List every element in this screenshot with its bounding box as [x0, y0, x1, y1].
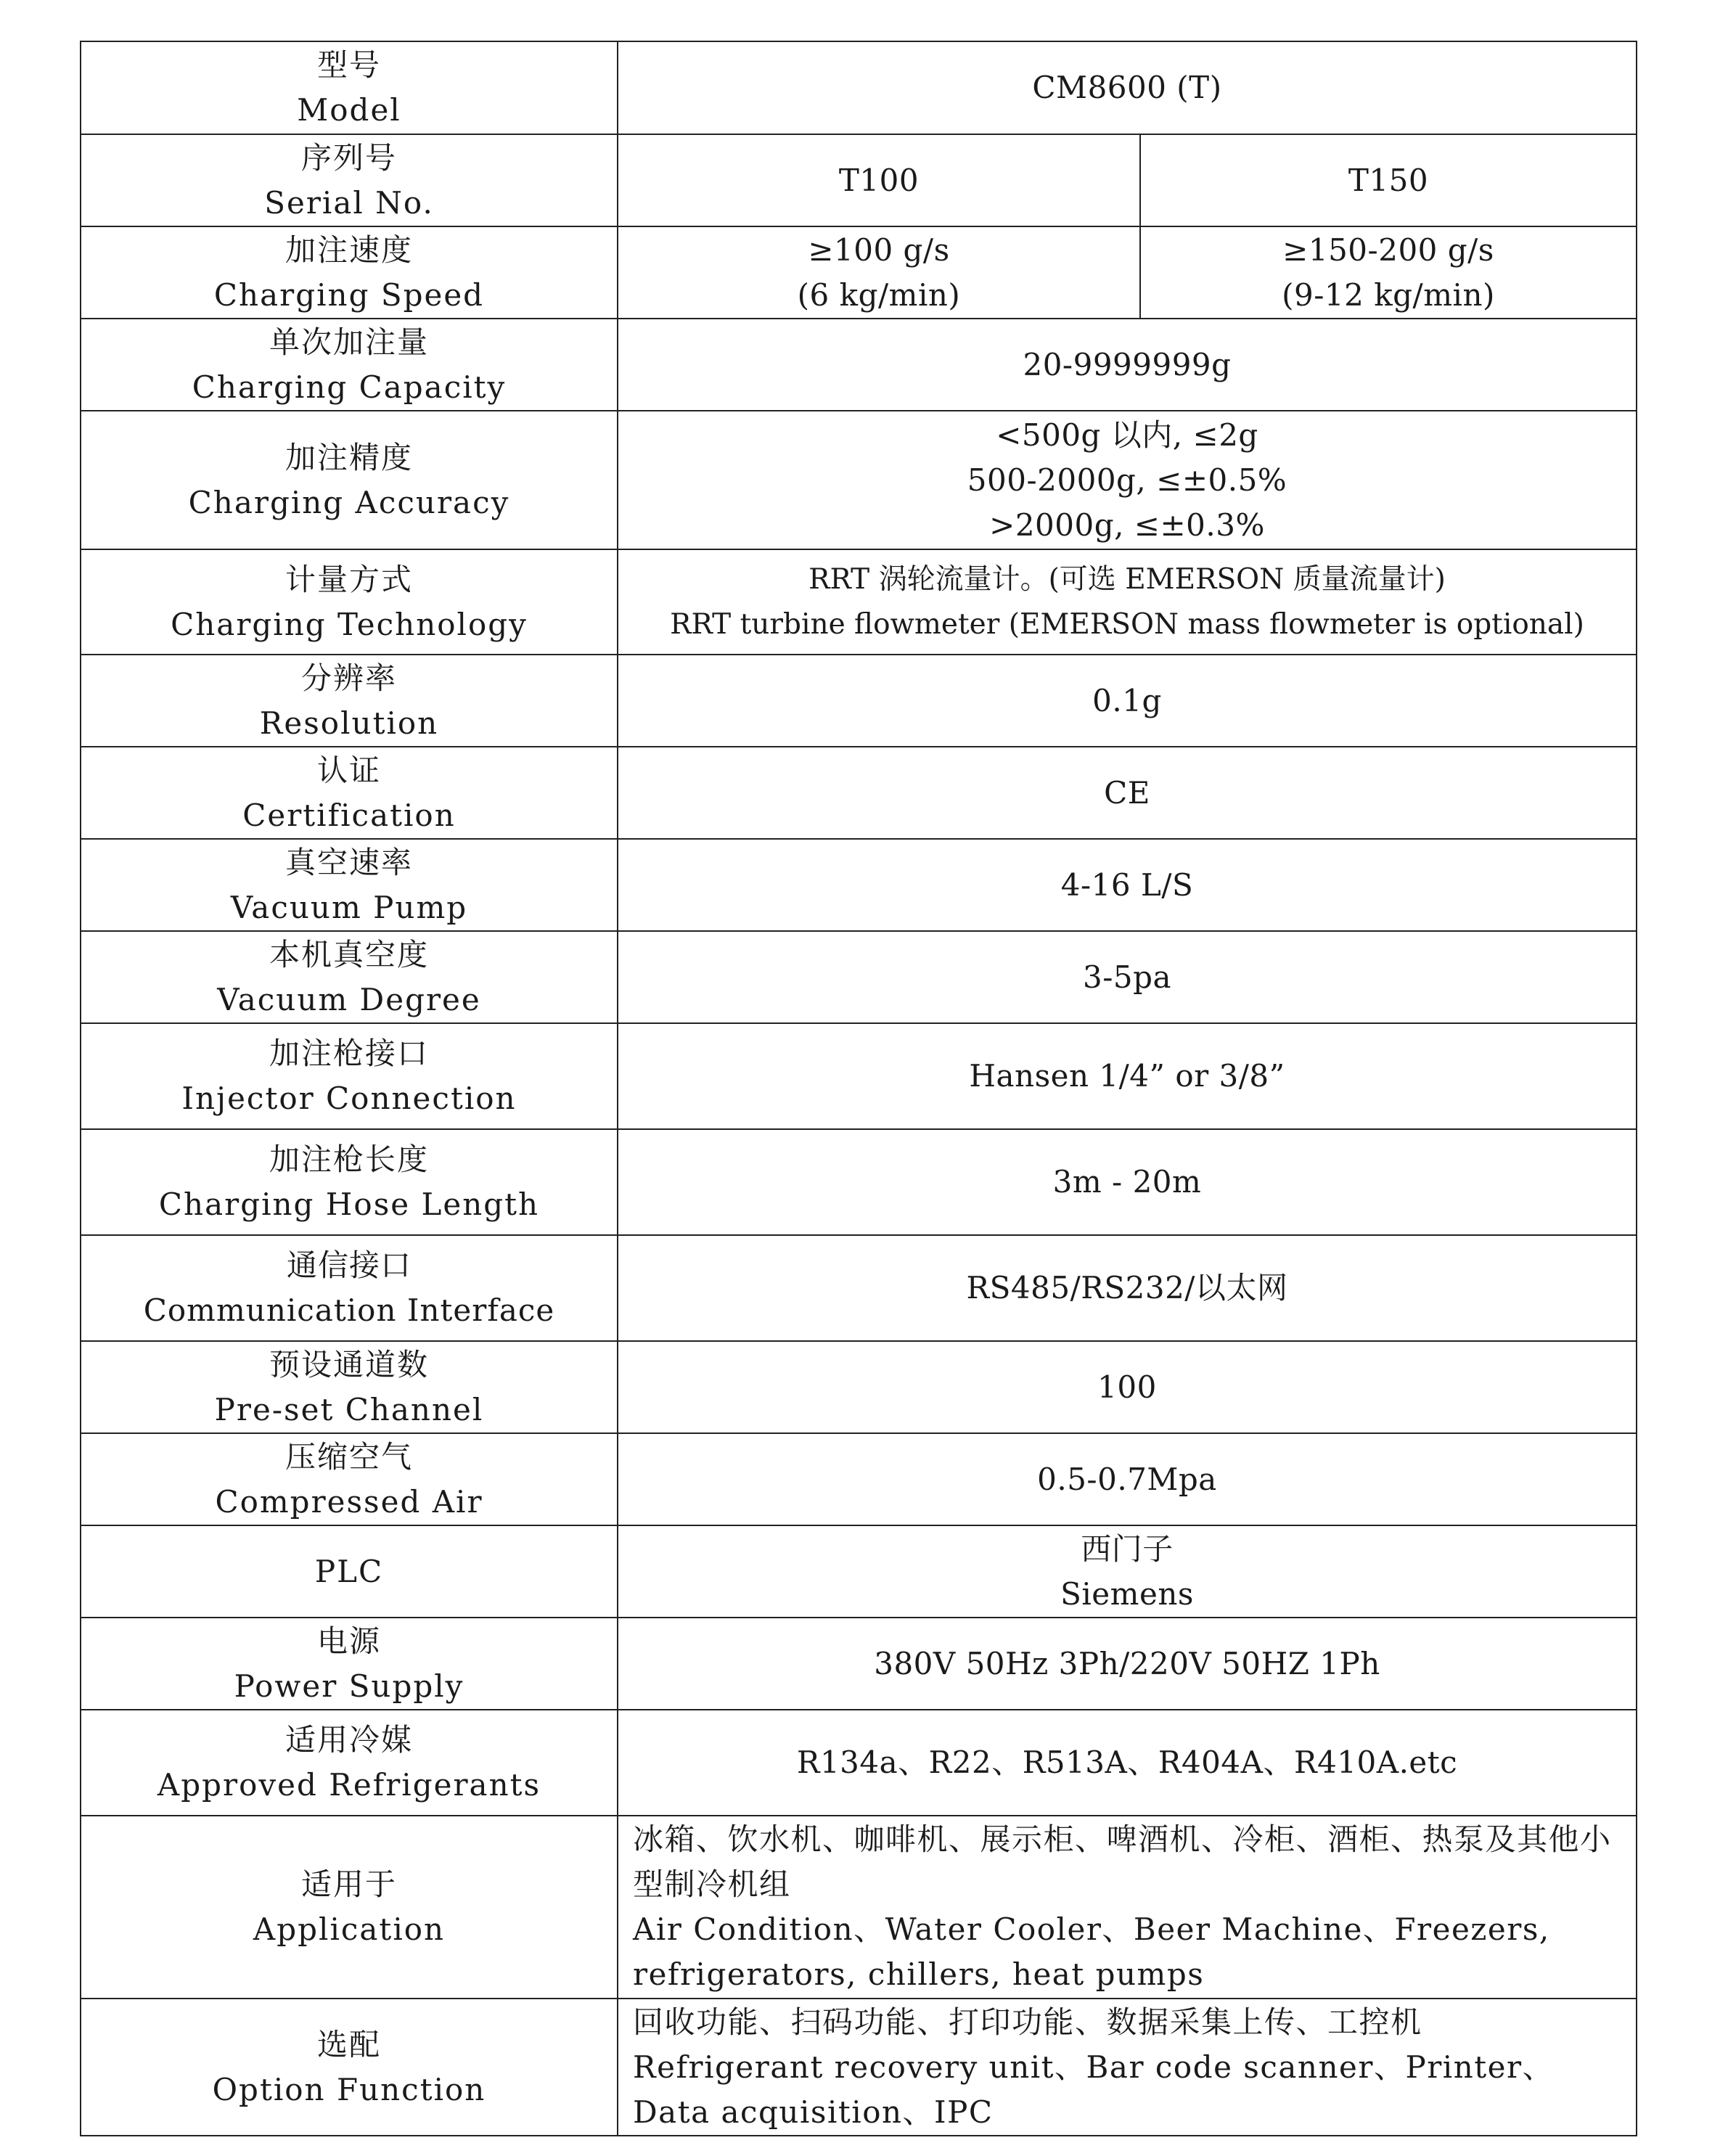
- speed-t100-line: (6 kg/min): [797, 276, 961, 313]
- technology-zh: RRT 涡轮流量计。(可选 EMERSON 质量流量计): [808, 562, 1446, 596]
- row-value: [618, 747, 1637, 839]
- row-label: [81, 931, 618, 1023]
- row-label: [81, 41, 618, 134]
- plc-en: Siemens: [1060, 1575, 1194, 1612]
- label-zh: 本机真空度: [269, 936, 429, 972]
- plc-zh: 西门子: [1081, 1530, 1174, 1567]
- label-zh: 分辨率: [300, 660, 397, 696]
- table-row: [81, 1710, 1637, 1816]
- accuracy-line: 500-2000g, ≤±0.5%: [967, 462, 1287, 498]
- label-en: Certification: [242, 797, 456, 833]
- model-value: CM8600 (T): [1032, 70, 1222, 105]
- table-row: [81, 1618, 1637, 1710]
- row-label: [81, 1710, 618, 1816]
- label-zh: 选配: [316, 2026, 381, 2062]
- table-row: [81, 1816, 1637, 1999]
- label-zh: 电源: [316, 1623, 381, 1659]
- row-label: [81, 1235, 618, 1341]
- table-row: [81, 1433, 1637, 1525]
- label-zh: 认证: [316, 752, 381, 788]
- table-row: [81, 1235, 1637, 1341]
- label-zh: 通信接口: [286, 1247, 411, 1283]
- row-value: [618, 411, 1637, 549]
- table-row: [81, 134, 1637, 226]
- table-row: [81, 1999, 1637, 2136]
- serial-t100-cell: [618, 134, 1140, 226]
- air-value: 0.5-0.7Mpa: [1037, 1461, 1217, 1497]
- row-label: [81, 1433, 618, 1525]
- label-en: Charging Accuracy: [188, 484, 510, 520]
- row-label: [81, 747, 618, 839]
- table-row: [81, 747, 1637, 839]
- row-value: [618, 1999, 1637, 2136]
- row-label: [81, 1023, 618, 1129]
- speed-t150-line: ≥150-200 g/s: [1282, 231, 1494, 268]
- table-row: [81, 319, 1637, 411]
- row-label: [81, 1816, 618, 1999]
- row-value: [618, 1235, 1637, 1341]
- label-en: Resolution: [259, 705, 439, 741]
- label-zh: 单次加注量: [269, 324, 429, 360]
- spec-table: [80, 41, 1637, 2136]
- refrigerants-value: R134a、R22、R513A、R404A、R410A.etc: [796, 1745, 1458, 1780]
- injector-value: Hansen 1/4” or 3/8”: [969, 1058, 1285, 1094]
- option-en: Refrigerant recovery unit、Bar code scanner、Printer、Data acquisition、IPC: [633, 2049, 1555, 2130]
- row-label: [81, 411, 618, 549]
- row-label: [81, 134, 618, 226]
- row-value: [618, 1023, 1637, 1129]
- accuracy-line: <500g 以内, ≤2g: [996, 417, 1258, 453]
- label-en: Option Function: [212, 2071, 486, 2107]
- label-en: Model: [297, 92, 401, 128]
- label-zh: 序列号: [300, 139, 397, 176]
- accuracy-line: >2000g, ≤±0.3%: [989, 507, 1265, 543]
- row-label: [81, 319, 618, 411]
- row-value: [618, 41, 1637, 134]
- row-label: [81, 1129, 618, 1235]
- speed-t150-cell: [1140, 226, 1637, 319]
- label-zh: 加注枪接口: [269, 1036, 429, 1071]
- label-en: Charging Technology: [171, 606, 528, 642]
- label-en: Power Supply: [234, 1668, 464, 1704]
- row-label: [81, 655, 618, 747]
- row-value: [618, 839, 1637, 931]
- label-zh: 计量方式: [284, 561, 413, 597]
- row-value: [618, 1525, 1637, 1618]
- application-zh: 冰箱、饮水机、咖啡机、展示柜、啤酒机、冷柜、酒柜、热泵及其他小型制冷机组: [633, 1821, 1612, 1902]
- application-en: Air Condition、Water Cooler、Beer Machine、Freezers, refrigerators, chillers, heat pumps: [633, 1911, 1550, 1992]
- table-row: [81, 1129, 1637, 1235]
- table-row: [81, 1023, 1637, 1129]
- label-en: Charging Capacity: [192, 369, 507, 405]
- label-en: Compressed Air: [215, 1483, 483, 1520]
- table-row: [81, 931, 1637, 1023]
- table-row: [81, 839, 1637, 931]
- resolution-value: 0.1g: [1092, 682, 1162, 718]
- label-plc: PLC: [314, 1553, 384, 1589]
- speed-t100-line: ≥100 g/s: [808, 231, 950, 268]
- label-en: Pre-set Channel: [214, 1391, 484, 1427]
- vacuum-degree-value: 3-5pa: [1082, 959, 1172, 995]
- serial-t150-cell: [1140, 134, 1637, 226]
- label-zh: 预设通道数: [269, 1346, 429, 1382]
- label-zh: 加注精度: [284, 439, 413, 475]
- serial-t100: T100: [838, 162, 920, 198]
- channel-value: 100: [1097, 1369, 1157, 1405]
- label-en: Approved Refrigerants: [157, 1767, 541, 1803]
- label-zh: 真空速率: [284, 844, 413, 880]
- speed-t150-line: (9-12 kg/min): [1282, 276, 1495, 313]
- technology-en: RRT turbine flowmeter (EMERSON mass flowmeter is optional): [670, 607, 1584, 641]
- row-label: [81, 226, 618, 319]
- row-value: [618, 1129, 1637, 1235]
- row-label: [81, 1341, 618, 1433]
- row-value: [618, 1341, 1637, 1433]
- table-row: [81, 41, 1637, 134]
- row-value: [618, 655, 1637, 747]
- label-en: Vacuum Pump: [230, 889, 468, 925]
- row-value: [618, 549, 1637, 655]
- label-en: Charging Hose Length: [158, 1186, 540, 1222]
- label-en: Serial No.: [264, 184, 434, 221]
- hose-length-value: 3m - 20m: [1052, 1164, 1202, 1200]
- table-row: [81, 655, 1637, 747]
- row-label: [81, 1618, 618, 1710]
- row-label: [81, 1525, 618, 1618]
- label-zh: 压缩空气: [284, 1438, 413, 1475]
- label-en: Application: [253, 1911, 446, 1947]
- vacuum-pump-value: 4-16 L/S: [1060, 866, 1194, 903]
- serial-t150: T150: [1348, 162, 1429, 198]
- certification-value: CE: [1104, 774, 1150, 811]
- label-zh: 加注枪长度: [269, 1141, 429, 1177]
- table-row: [81, 226, 1637, 319]
- row-value: [618, 1433, 1637, 1525]
- row-value: [618, 1710, 1637, 1816]
- row-value: [618, 1618, 1637, 1710]
- option-zh: 回收功能、扫码功能、打印功能、数据采集上传、工控机: [633, 2004, 1422, 2040]
- row-value: [618, 319, 1637, 411]
- table-row: [81, 1525, 1637, 1618]
- power-value: 380V 50Hz 3Ph/220V 50HZ 1Ph: [874, 1645, 1380, 1681]
- label-en: Communication Interface: [143, 1292, 555, 1328]
- label-zh: 适用冷媒: [284, 1722, 413, 1758]
- capacity-value: 20-9999999g: [1023, 346, 1232, 382]
- label-en: Vacuum Degree: [217, 981, 481, 1017]
- label-zh: 加注速度: [284, 231, 413, 268]
- row-label: [81, 549, 618, 655]
- table-row: [81, 549, 1637, 655]
- row-value: [618, 931, 1637, 1023]
- label-zh: 型号: [316, 47, 381, 83]
- label-en: Charging Speed: [213, 276, 485, 313]
- speed-t100-cell: [618, 226, 1140, 319]
- label-en: Injector Connection: [181, 1081, 517, 1116]
- table-row: [81, 1341, 1637, 1433]
- label-zh: 适用于: [300, 1866, 397, 1902]
- row-label: [81, 839, 618, 931]
- table-row: [81, 411, 1637, 549]
- interface-value: RS485/RS232/以太网: [966, 1270, 1288, 1306]
- row-value: [618, 1816, 1637, 1999]
- row-label: [81, 1999, 618, 2136]
